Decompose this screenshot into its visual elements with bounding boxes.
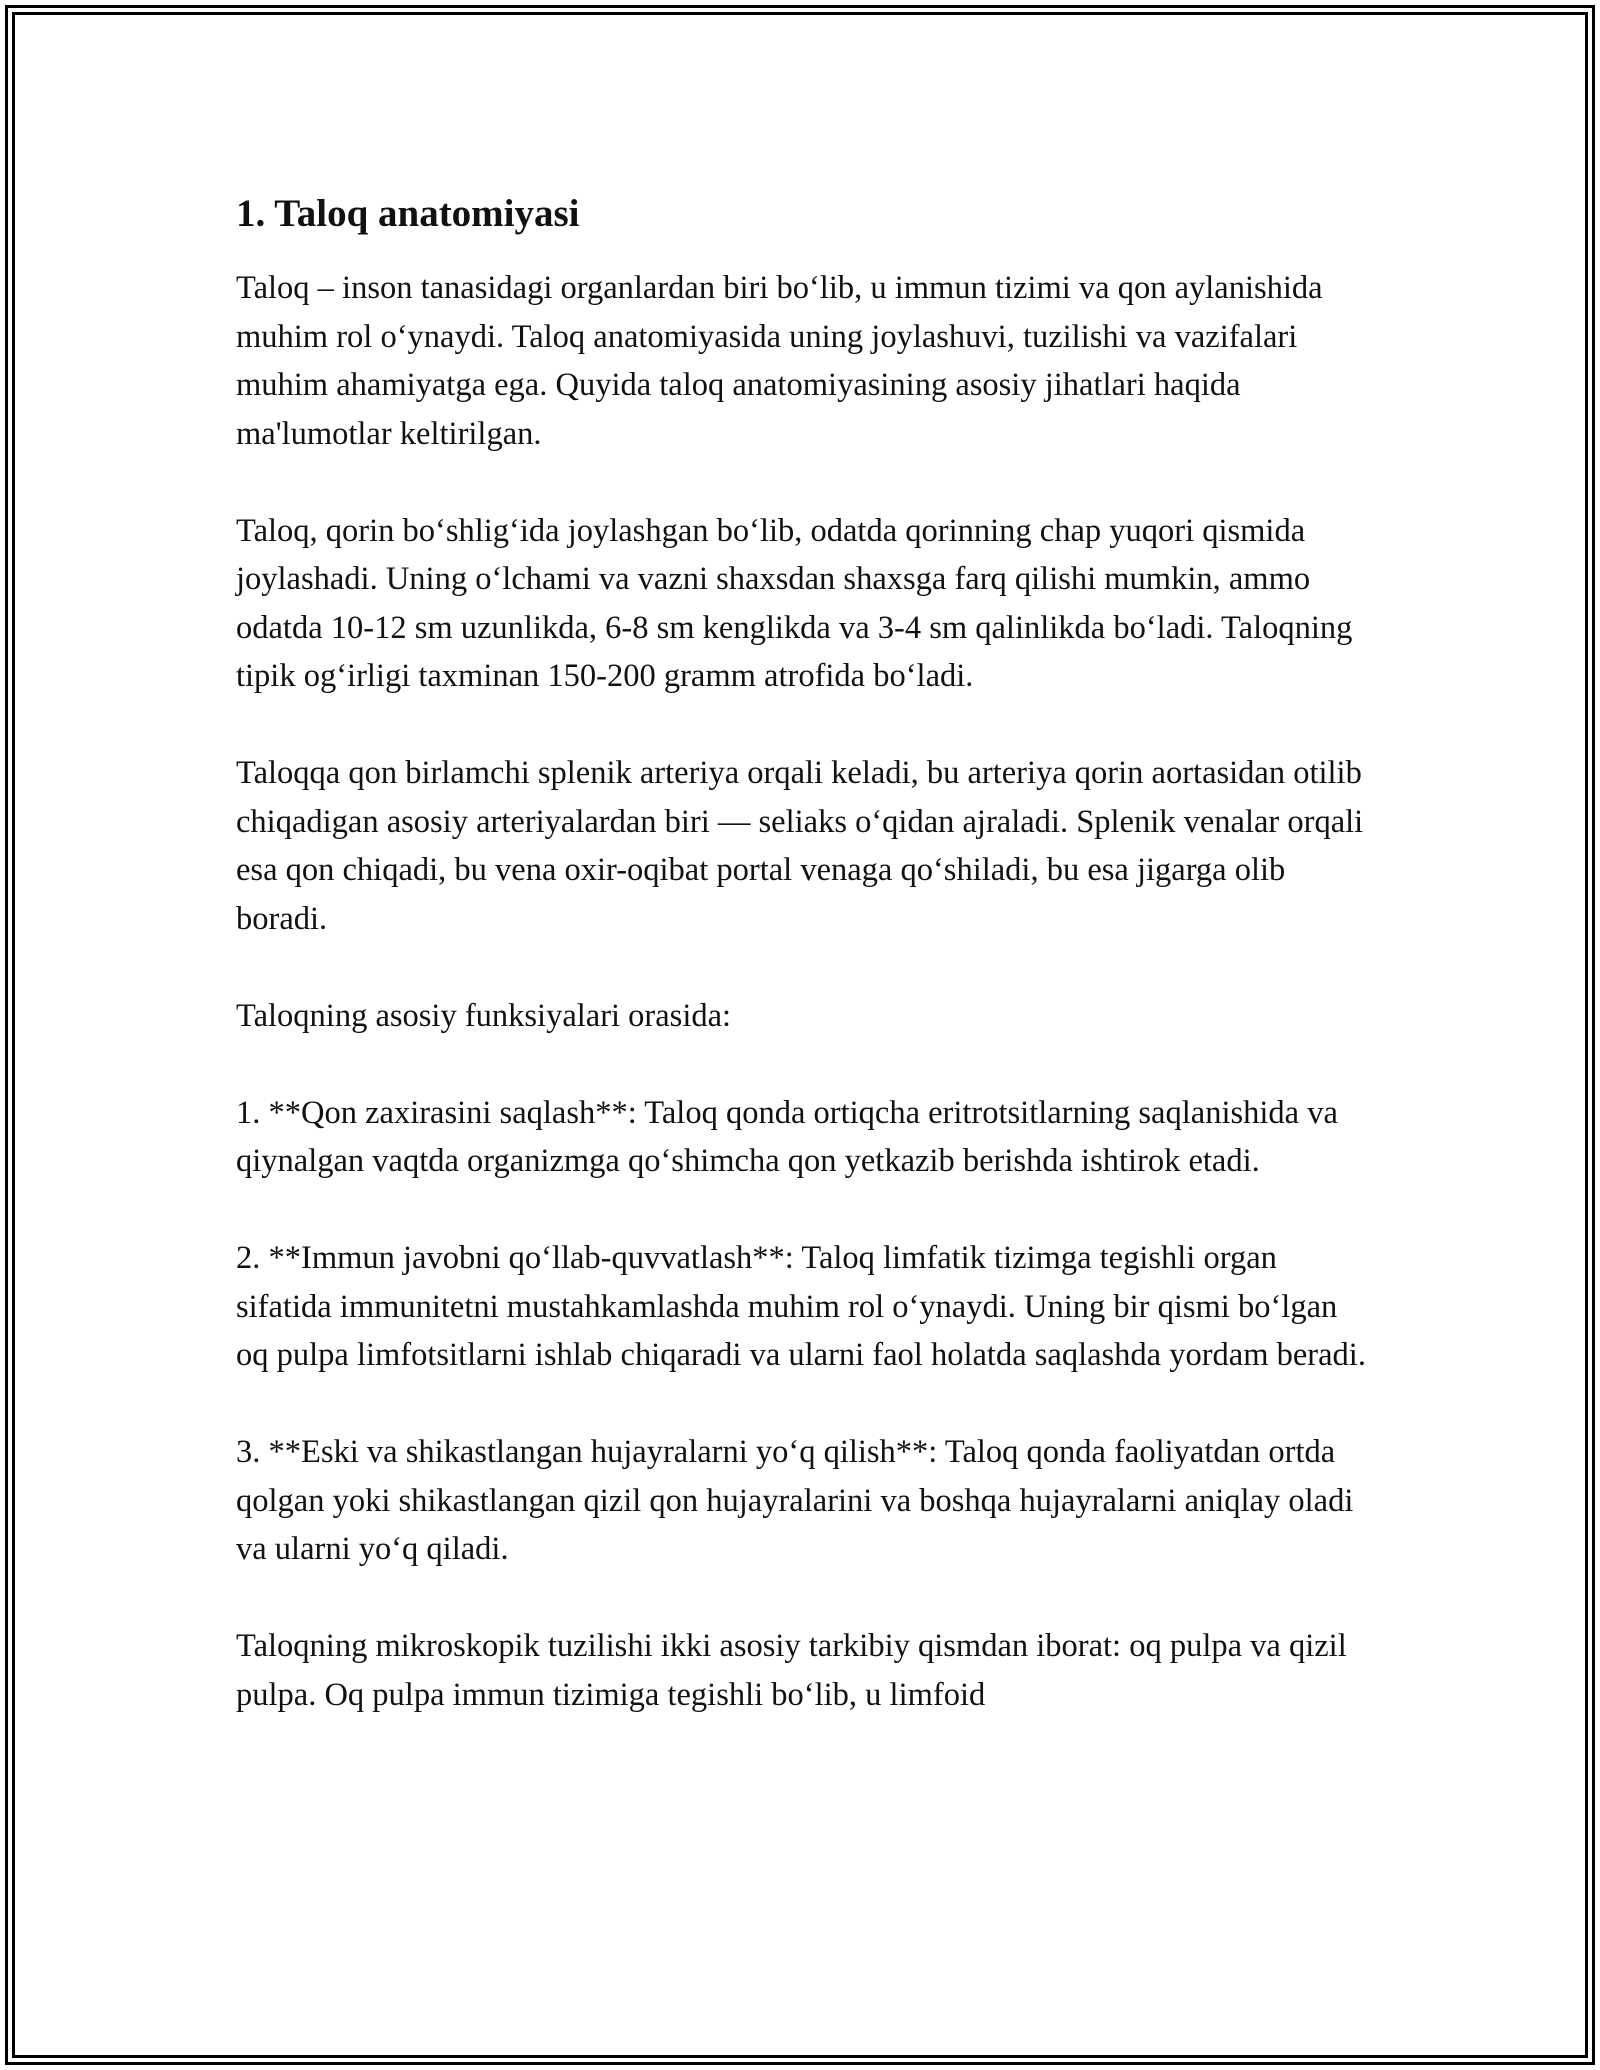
paragraph-blood-supply: Taloqqa qon birlamchi splenik arteriya orqali keladi, bu arteriya qorin aortasidan otilib chiqadigan asosiy arteriyalardan biri — seliaks o‘qidan ajraladi. Splenik venalar orqali esa qon chiqadi, bu vena oxir-oqibat portal venaga qo‘shiladi, bu esa jigarga olib boradi.	[236, 755, 1364, 937]
paragraph-location: Taloq, qorin bo‘shlig‘ida joylashgan bo‘lib, odatda qorinning chap yuqori qismida joylashadi. Uning o‘lchami va vazni shaxsdan shaxsga farq qilishi mumkin, ammo odatda 10-12 sm uzunlikda, 6-8 sm kenglikda va 3-4 sm qalinlikda bo‘ladi. Taloqning tipik og‘irligi taxminan 150-200 gramm atrofida bo‘ladi.	[236, 512, 1353, 694]
section-heading: 1. Taloq anatomiyasi	[236, 192, 580, 235]
list-item-function-1: 1. **Qon zaxirasini saqlash**: Taloq qonda ortiqcha eritrotsitlarning saqlanishida va qiynalgan vaqtda organizmga qo‘shimcha qon yetkazib berishda ishtirok etadi.	[236, 1094, 1338, 1179]
paragraph-intro: Taloq – inson tanasidagi organlardan biri bo‘lib, u immun tizimi va qon aylanishida muhim rol o‘ynaydi. Taloq anatomiyasida uning joylashuvi, tuzilishi va vazifalari muhim ahamiyatga ega. Quyida taloq anatomiyasining asosiy jihatlari haqida ma'lumotlar keltirilgan.	[236, 270, 1323, 452]
list-item-function-3: 3. **Eski va shikastlangan hujayralarni yo‘q qilish**: Taloq qonda faoliyatdan ortda qolgan yoki shikastlangan qizil qon hujayralarini va boshqa hujayralarni aniqlay oladi va ularni yo‘q qiladi.	[236, 1434, 1354, 1567]
list-item-function-2: 2. **Immun javobni qo‘llab-quvvatlash**: Taloq limfatik tizimga tegishli organ sifatida immunitetni mustahkamlashda muhim rol o‘ynaydi. Uning bir qismi bo‘lgan oq pulpa limfotsitlarni ishlab chiqaradi va ularni faol holatda saqlashda yordam beradi.	[236, 1240, 1366, 1373]
paragraph-microscopic: Taloqning mikroskopik tuzilishi ikki asosiy tarkibiy qismdan iborat: oq pulpa va qizil pulpa. Oq pulpa immun tizimiga tegishli bo‘lib, u limfoid	[236, 1628, 1347, 1713]
document-body	[236, 186, 1376, 1719]
paragraph-functions-intro: Taloqning asosiy funksiyalari orasida:	[236, 997, 732, 1034]
